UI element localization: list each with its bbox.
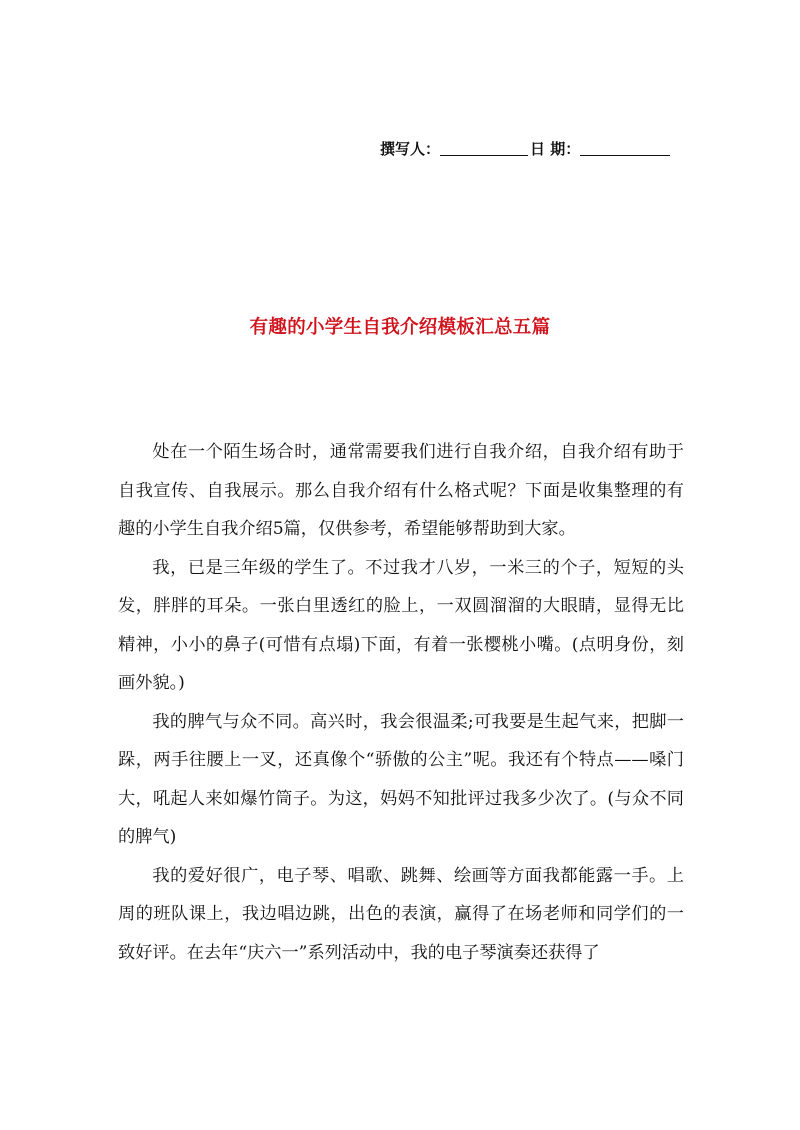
paragraph-appearance: 我，已是三年级的学生了。不过我才八岁，一米三的个子，短短的头发，胖胖的耳朵。一张白里透红的脸上，一双圆溜溜的大眼睛，显得无比精神，小小的鼻子(可惜有点塌)下面，有着一张樱桃小嘴。(点明身份，刻画外貌。): [118, 557, 684, 693]
body-text: [118, 433, 684, 972]
paragraph-intro: 处在一个陌生场合时，通常需要我们进行自我介绍，自我介绍有助于自我宣传、自我展示。那么自我介绍有什么格式呢？下面是收集整理的有趣的小学生自我介绍5篇，仅供参考，希望能够帮助到大家。: [118, 442, 684, 539]
paragraph-hobbies: 我的爱好很广，电子琴、唱歌、跳舞、绘画等方面我都能露一手。上周的班队课上，我边唱边跳，出色的表演，赢得了在场老师和同学们的一致好评。在去年“庆六一”系列活动中，我的电子琴演奏还获得了: [118, 865, 684, 963]
paragraph-temper: 我的脾气与众不同。高兴时，我会很温柔;可我要是生起气来，把脚一跺，两手往腰上一叉，还真像个“骄傲的公主”呢。我还有个特点——嗓门大，吼起人来如爆竹筒子。为这，妈妈不知批评过我多少次了。(与众不同的脾气): [118, 711, 684, 847]
author-date-header: [380, 137, 680, 161]
author-label: 撰写人：: [380, 140, 441, 158]
date-label: 日 期：: [530, 140, 581, 158]
document-title: 有趣的小学生自我介绍模板汇总五篇: [249, 317, 551, 338]
author-blank-line: [440, 139, 528, 156]
date-blank-line: [580, 139, 670, 156]
